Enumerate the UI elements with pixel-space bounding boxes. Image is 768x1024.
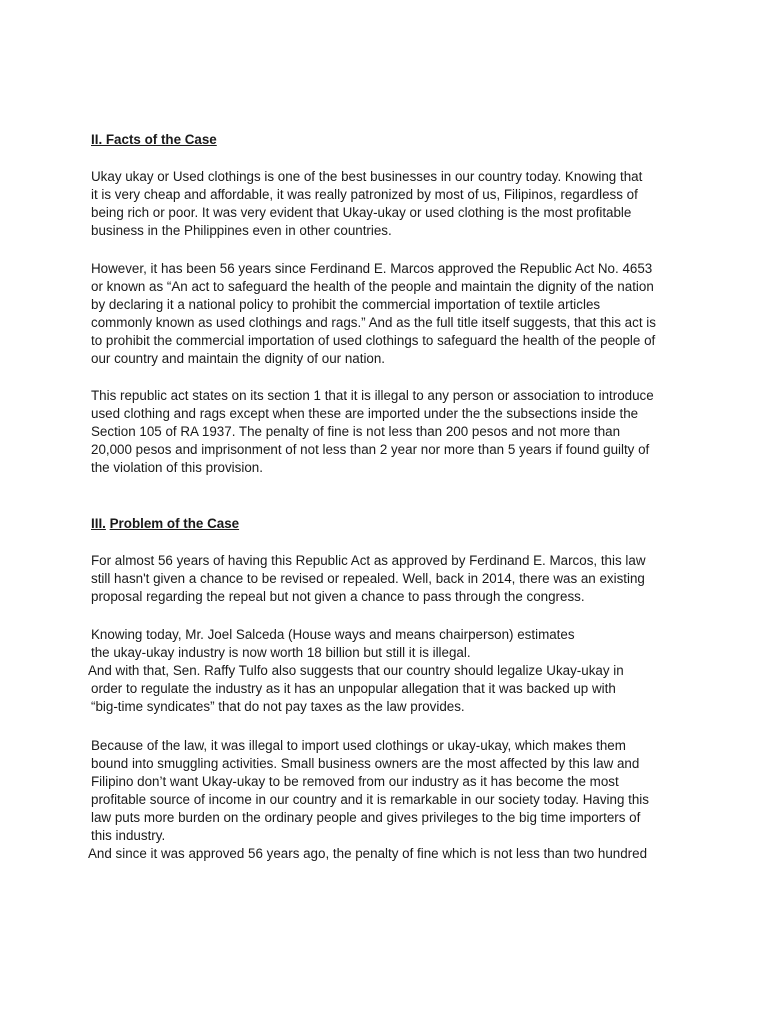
text-line: bound into smuggling activities. Small business owners are the most affected by this law and <box>91 756 640 771</box>
text-line: “big-time syndicates” that do not pay taxes as the law provides. <box>91 699 465 714</box>
text-line: the violation of this provision. <box>91 460 263 475</box>
text-line: it is very cheap and affordable, it was really patronized by most of us, Filipinos, regardless of <box>91 187 638 202</box>
text-line: to prohibit the commercial importation of used clothings to safeguard the health of the people of <box>91 333 656 348</box>
section-heading-facts <box>91 131 217 149</box>
section-heading-facts-text: II. Facts of the Case <box>91 132 217 147</box>
text-line: proposal regarding the repeal but not given a chance to pass through the congress. <box>91 589 585 604</box>
text-line: this industry. <box>91 828 166 843</box>
text-line: law puts more burden on the ordinary people and gives privileges to the big time importers of <box>91 810 641 825</box>
text-line: business in the Philippines even in other countries. <box>91 223 392 238</box>
text-line: This republic act states on its section 1 that it is illegal to any person or association to introduce <box>91 388 654 403</box>
text-line: Section 105 of RA 1937. The penalty of fine is not less than 200 pesos and not more than <box>91 424 621 439</box>
text-line: 20,000 pesos and imprisonment of not less than 2 year nor more than 5 years if found guilty of <box>91 442 650 457</box>
text-line: or known as “An act to safeguard the health of the people and maintain the dignity of the nation <box>91 279 654 294</box>
text-line: And since it was approved 56 years ago, the penalty of fine which is not less than two hundred <box>88 846 648 861</box>
text-line: profitable source of income in our country and it is remarkable in our society today. Having this <box>91 792 649 807</box>
text-line: still hasn't given a chance to be revised or repealed. Well, back in 2014, there was an existing <box>91 571 645 586</box>
text-line: commonly known as used clothings and rags.” And as the full title itself suggests, that this act is <box>91 315 656 330</box>
text-line: And with that, Sen. Raffy Tulfo also suggests that our country should legalize Ukay-ukay in <box>88 663 624 678</box>
text-line: However, it has been 56 years since Ferdinand E. Marcos approved the Republic Act No. 4653 <box>91 261 653 276</box>
text-line: order to regulate the industry as it has an unpopular allegation that it was backed up with <box>91 681 616 696</box>
text-line: our country and maintain the dignity of our nation. <box>91 351 386 366</box>
text-line: Because of the law, it was illegal to import used clothings or ukay-ukay, which makes them <box>91 738 626 753</box>
text-line: the ukay-ukay industry is now worth 18 billion but still it is illegal. <box>91 645 471 660</box>
text-line: Filipino don’t want Ukay-ukay to be removed from our industry as it has become the most <box>91 774 619 789</box>
text-line: by declaring it a national policy to prohibit the commercial importation of textile articles <box>91 297 601 312</box>
text-line: Knowing today, Mr. Joel Salceda (House ways and means chairperson) estimates <box>91 627 575 642</box>
text-line: For almost 56 years of having this Republic Act as approved by Ferdinand E. Marcos, this law <box>91 553 646 568</box>
text-line: being rich or poor. It was very evident that Ukay-ukay or used clothing is the most profitable <box>91 205 632 220</box>
section-heading-problem-text: Problem of the Case <box>109 516 240 531</box>
text-line: Ukay ukay or Used clothings is one of the best businesses in our country today. Knowing that <box>91 169 643 184</box>
section-heading-problem-number: III. <box>91 516 106 531</box>
text-line: used clothing and rags except when these are imported under the the subsections inside the <box>91 406 639 421</box>
section-heading-problem <box>91 515 239 533</box>
